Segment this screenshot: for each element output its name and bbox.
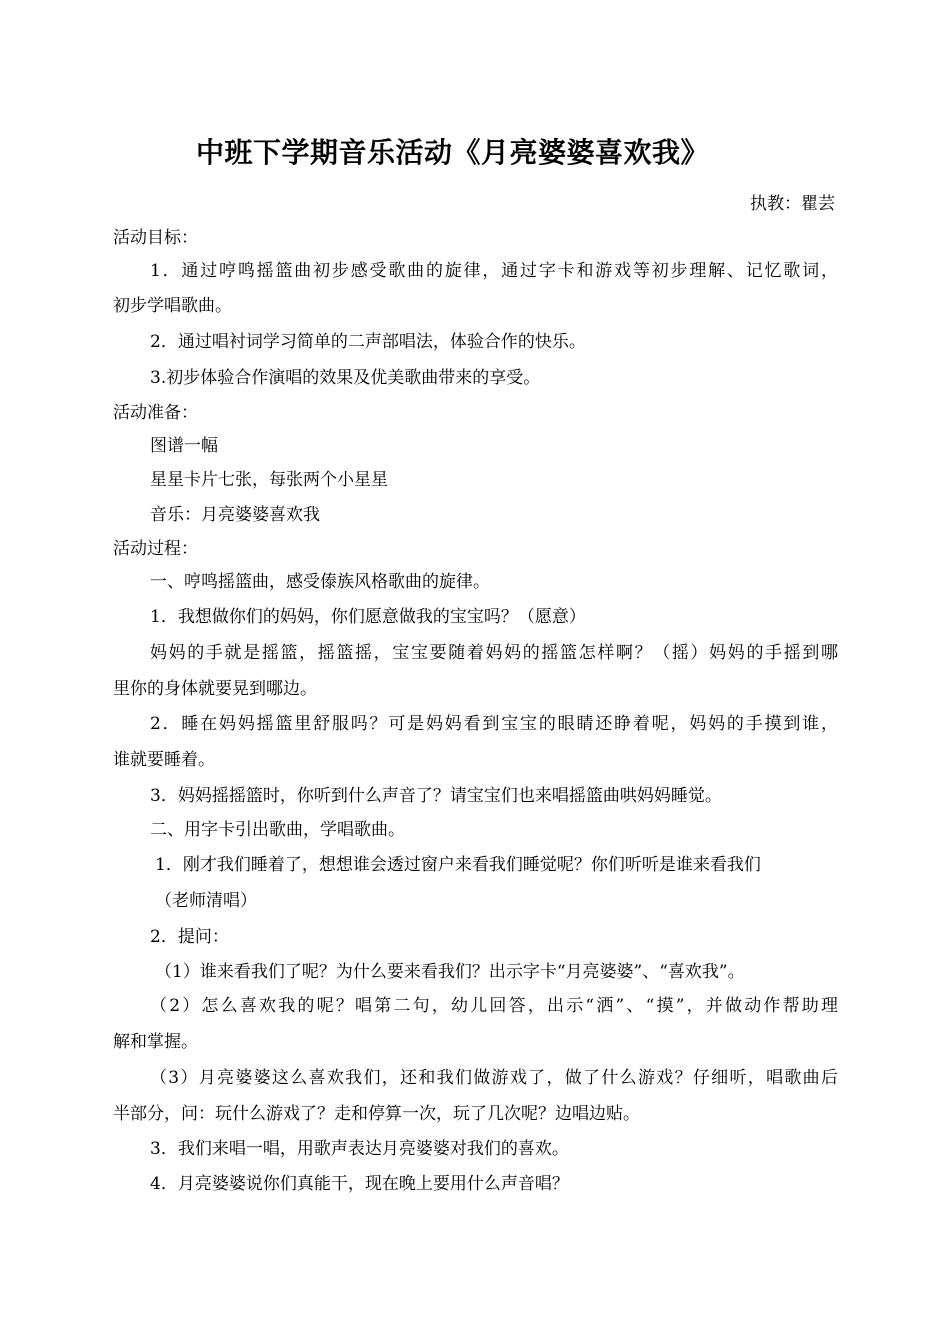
preparation-heading: 活动准备： <box>113 403 198 423</box>
document-title: 中班下学期音乐活动《月亮婆婆喜欢我》 <box>195 136 709 169</box>
question-1: （1）谁来看我们了呢？为什么要来看我们？出示字卡“月亮婆婆”、“喜欢我”。 <box>155 962 745 982</box>
question-3-line-2: 半部分，问：玩什么游戏了？走和停算一次，玩了几次呢？边唱边贴。 <box>113 1104 640 1124</box>
process-part-2-step-4: 4．月亮婆婆说你们真能干，现在晚上要用什么声音唱？ <box>150 1174 569 1194</box>
goal-item-1-line-1: 1．通过哼鸣摇篮曲初步感受歌曲的旋律，通过字卡和游戏等初步理解、记忆歌词， <box>150 261 838 281</box>
process-part-2-step-2: 2．提问： <box>150 927 229 947</box>
process-part-1-step-1-detail-line-1: 妈妈的手就是摇篮，摇篮摇，宝宝要随着妈妈的摇篮怎样啊？（摇）妈妈的手摇到哪 <box>150 643 838 663</box>
process-part-1-step-1: 1．我想做你们的妈妈，你们愿意做我的宝宝吗？（愿意） <box>150 607 586 627</box>
process-part-2-step-1-line-2: （老师清唱） <box>155 891 257 911</box>
question-3-line-1: （3）月亮婆婆这么喜欢我们，还和我们做游戏了，做了什么游戏？仔细听，唱歌曲后 <box>150 1068 838 1088</box>
preparation-item-1: 图谱一幅 <box>150 436 218 456</box>
author-line: 执教：瞿芸 <box>750 194 835 214</box>
process-part-1: 一、哼鸣摇篮曲，感受傣族风格歌曲的旋律。 <box>150 572 490 592</box>
process-part-2-step-3: 3．我们来唱一唱，用歌声表达月亮婆婆对我们的喜欢。 <box>150 1139 569 1159</box>
goal-item-1-line-2: 初步学唱歌曲。 <box>113 296 232 316</box>
goals-heading: 活动目标： <box>113 228 198 248</box>
process-heading: 活动过程： <box>113 539 198 559</box>
preparation-item-3: 音乐：月亮婆婆喜欢我 <box>150 505 320 525</box>
question-2-line-1: （2）怎么喜欢我的呢？唱第二句，幼儿回答，出示“洒”、“摸”，并做动作帮助理 <box>150 996 838 1016</box>
goal-item-2: 2．通过唱衬词学习简单的二声部唱法，体验合作的快乐。 <box>150 332 586 352</box>
process-part-2-step-1-line-1: 1．刚才我们睡着了，想想谁会透过窗户来看我们睡觉呢？你们听听是谁来看我们 <box>155 855 761 875</box>
process-part-2: 二、用字卡引出歌曲，学唱歌曲。 <box>150 820 405 840</box>
process-part-1-step-1-detail-line-2: 里你的身体就要晃到哪边。 <box>113 679 317 699</box>
goal-item-3: 3.初步体验合作演唱的效果及优美歌曲带来的享受。 <box>150 368 541 388</box>
process-part-1-step-3: 3．妈妈摇摇篮时，你听到什么声音了？请宝宝们也来唱摇篮曲哄妈妈睡觉。 <box>150 786 722 806</box>
process-part-1-step-2-line-1: 2．睡在妈妈摇篮里舒服吗？可是妈妈看到宝宝的眼睛还睁着呢，妈妈的手摸到谁， <box>150 714 838 734</box>
preparation-item-2: 星星卡片七张，每张两个小星星 <box>150 470 388 490</box>
question-2-line-2: 解和掌握。 <box>113 1032 198 1052</box>
process-part-1-step-2-line-2: 谁就要睡着。 <box>113 750 215 770</box>
